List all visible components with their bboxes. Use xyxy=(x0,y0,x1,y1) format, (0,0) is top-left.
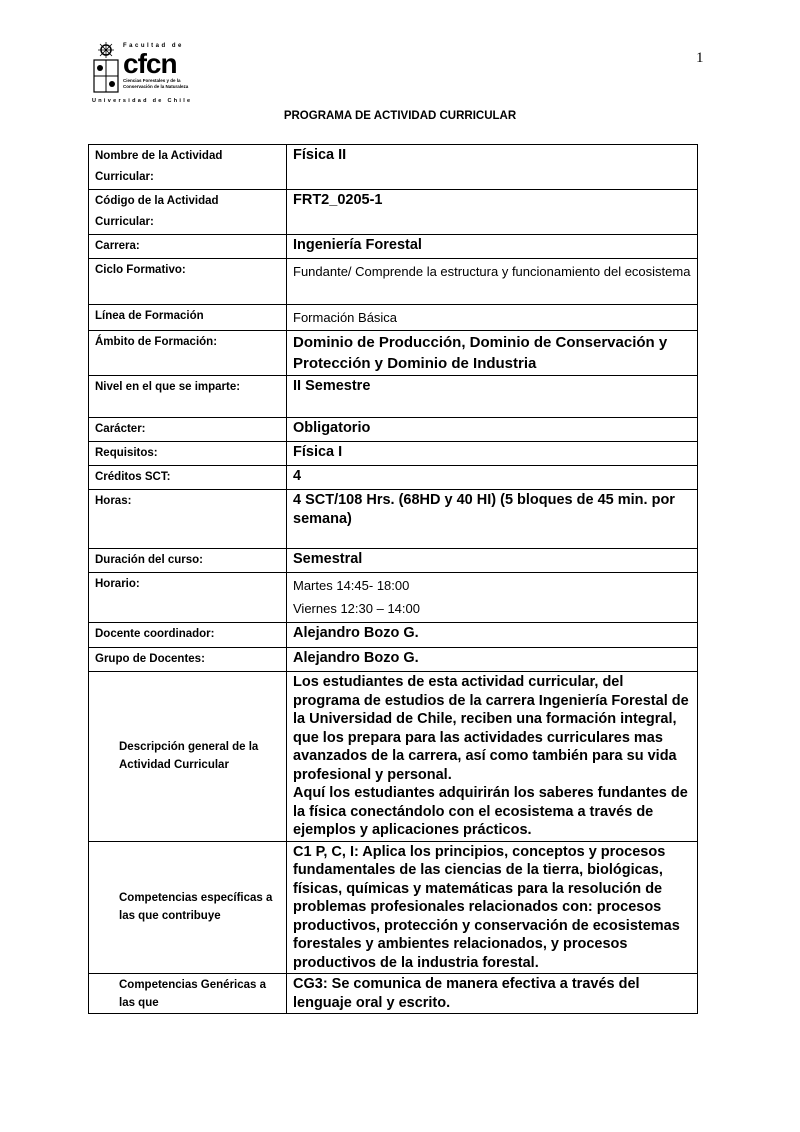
table-row xyxy=(89,190,698,235)
table-row xyxy=(89,974,698,1014)
row-label: Duración del curso: xyxy=(89,549,287,573)
logo-subtitle: Ciencias Forestales y de la Conservación de la Naturaleza xyxy=(123,78,189,89)
page-title: PROGRAMA DE ACTIVIDAD CURRICULAR xyxy=(283,110,517,122)
row-label: Nivel en el que se imparte: xyxy=(89,376,287,418)
row-value: Obligatorio xyxy=(287,418,698,442)
row-label: Línea de Formación xyxy=(89,305,287,331)
faculty-logo xyxy=(92,42,212,105)
table-row xyxy=(89,549,698,573)
row-label: Carácter: xyxy=(89,418,287,442)
row-value: Formación Básica xyxy=(287,305,698,331)
row-value: Ingeniería Forestal xyxy=(287,235,698,259)
row-label: Requisitos: xyxy=(89,442,287,466)
row-value: Semestral xyxy=(287,549,698,573)
description-paragraph: Aquí los estudiantes adquirirán los saberes fundantes de la física conectándolo con el ecosistema a través de ejemplos y aplicaciones prácticos. xyxy=(293,785,688,838)
table-row xyxy=(89,648,698,672)
row-label: Créditos SCT: xyxy=(89,466,287,490)
logo-name: cfcn xyxy=(123,48,177,79)
description-paragraph: Los estudiantes de esta actividad curricular, del programa de estudios de la carrera Ingeniería Forestal de la Universidad de Chile, reciben una formación integral, que los prepara para las actividades curriculares mas avanzados de la carrera, así como también para su vida profesional y personal. xyxy=(293,674,689,783)
table-row xyxy=(89,841,698,974)
row-label: Ámbito de Formación: xyxy=(89,331,287,376)
schedule-line: Viernes 12:30 – 14:00 xyxy=(293,601,420,616)
table-row xyxy=(89,623,698,648)
row-value: 4 xyxy=(287,466,698,490)
row-value: C1 P, C, I: Aplica los principios, conceptos y procesos fundamentales de las ciencias de la tierra, biológicas, físicas, químicas y matemáticas para la resolución de problemas profesionales relacionados con: procesos productivos, protección y conservación de ecosistemas forestales y ambientes relacionados, y procesos productivos de la industria forestal. xyxy=(287,841,698,974)
row-label: Descripción general de la Actividad Curricular xyxy=(89,672,287,842)
row-label: Competencias específicas a las que contribuye xyxy=(89,841,287,974)
table-row xyxy=(89,490,698,549)
row-label: Competencias Genéricas a las que xyxy=(89,974,287,1014)
logo-text-block xyxy=(123,42,211,89)
table-row xyxy=(89,145,698,190)
logo-top-row xyxy=(92,42,212,94)
row-value: 4 SCT/108 Hrs. (68HD y 40 HI) (5 bloques de 45 min. por semana) xyxy=(287,490,698,549)
table-row xyxy=(89,305,698,331)
row-label: Código de la Actividad Curricular: xyxy=(89,190,287,235)
row-value: CG3: Se comunica de manera efectiva a través del lenguaje oral y escrito. xyxy=(287,974,698,1014)
university-crest-icon xyxy=(92,42,120,94)
curricular-info-table xyxy=(88,144,698,1014)
row-label: Nombre de la Actividad Curricular: xyxy=(89,145,287,190)
row-value: Dominio de Producción, Dominio de Conservación y Protección y Dominio de Industria xyxy=(287,331,698,376)
row-value: FRT2_0205-1 xyxy=(287,190,698,235)
row-label: Docente coordinador: xyxy=(89,623,287,648)
table-row xyxy=(89,331,698,376)
table-row xyxy=(89,573,698,623)
table-row xyxy=(89,418,698,442)
row-value xyxy=(287,573,698,623)
table-row xyxy=(89,442,698,466)
row-label: Grupo de Docentes: xyxy=(89,648,287,672)
row-value: Alejandro Bozo G. xyxy=(287,648,698,672)
logo-top-text: Facultad de xyxy=(123,43,184,49)
table-row xyxy=(89,376,698,418)
row-label: Horario: xyxy=(89,573,287,623)
row-label: Carrera: xyxy=(89,235,287,259)
row-value: II Semestre xyxy=(287,376,698,418)
table-row xyxy=(89,235,698,259)
table-row xyxy=(89,259,698,305)
row-label: Horas: xyxy=(89,490,287,549)
row-value xyxy=(287,672,698,842)
row-value: Física II xyxy=(287,145,698,190)
row-value: Fundante/ Comprende la estructura y funcionamiento del ecosistema xyxy=(287,259,698,305)
row-label: Ciclo Formativo: xyxy=(89,259,287,305)
logo-university: Universidad de Chile xyxy=(92,98,193,104)
page-number: 1 xyxy=(696,50,704,66)
row-value: Física I xyxy=(287,442,698,466)
table-row xyxy=(89,466,698,490)
table-row xyxy=(89,672,698,842)
row-value: Alejandro Bozo G. xyxy=(287,623,698,648)
schedule-line: Martes 14:45- 18:00 xyxy=(293,578,410,593)
